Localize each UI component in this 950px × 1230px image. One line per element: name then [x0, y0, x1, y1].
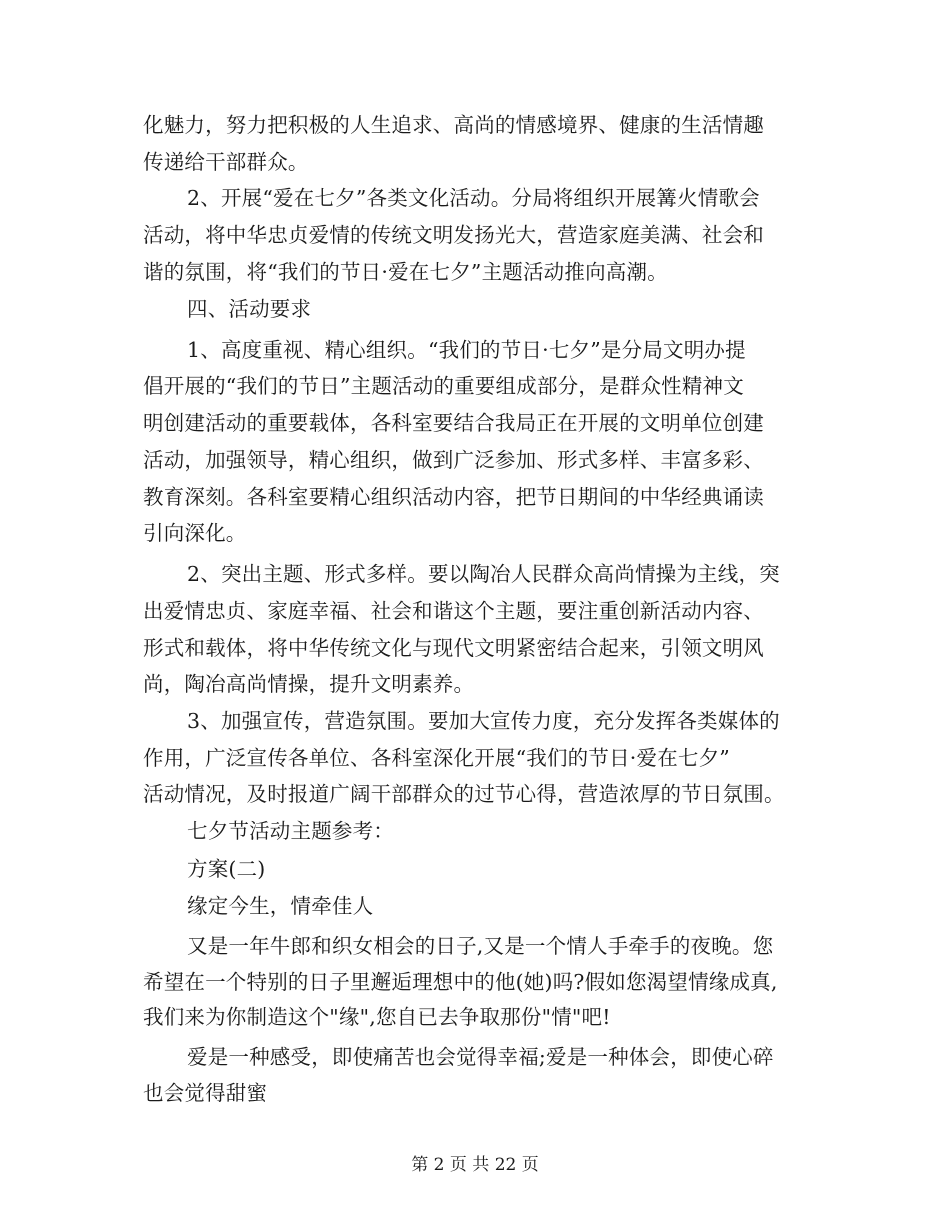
paragraph-line: 3、加强宣传，营造氛围。要加大宣传力度，充分发挥各类媒体的	[187, 709, 780, 733]
body-text-line: 我们来为你制造这个"缘",您自已去争取那份"情"吧!	[143, 1005, 611, 1029]
body-text-line: 作用，广泛宣传各单位、各科室深化开展“我们的节日·爱在七夕”	[143, 746, 730, 770]
section-heading: 四、活动要求	[187, 297, 312, 321]
paragraph-line: 1、高度重视、精心组织。“我们的节日·七夕”是分局文明办提	[187, 338, 746, 362]
body-text-line: 出爱情忠贞、家庭幸福、社会和谐这个主题，要注重创新活动内容、	[143, 599, 764, 623]
body-text-line: 谐的氛围，将“我们的节日·爱在七夕”主题活动推向高潮。	[143, 260, 668, 284]
paragraph-line: 又是一年牛郎和织女相会的日子,又是一个情人手牵手的夜晚。您	[187, 934, 774, 958]
subheading: 缘定今生，情牵佳人	[187, 894, 374, 918]
body-text-line: 形式和载体，将中华传统文化与现代文明紧密结合起来，引领文明风	[143, 636, 764, 660]
page-number-footer: 第 2 页 共 22 页	[411, 1155, 539, 1175]
body-text-line: 活动，将中华忠贞爱情的传统文明发扬光大，营造家庭美满、社会和	[143, 223, 764, 247]
body-text-line: 教育深刻。各科室要精心组织活动内容，把节日期间的中华经典诵读	[143, 485, 764, 509]
body-text-line: 传递给干部群众。	[143, 150, 309, 174]
body-text-line: 引向深化。	[143, 521, 247, 545]
subheading: 方案(二)	[187, 857, 266, 881]
body-text-line: 希望在一个特别的日子里邂逅理想中的他(她)吗?假如您渴望情缘成真,	[143, 970, 778, 994]
paragraph-line: 2、突出主题、形式多样。要以陶冶人民群众高尚情操为主线，突	[187, 562, 780, 586]
body-text-line: 活动情况，及时报道广阔干部群众的过节心得，营造浓厚的节日氛围。	[143, 782, 785, 806]
subheading: 七夕节活动主题参考：	[187, 819, 394, 843]
body-text-line: 尚，陶冶高尚情操，提升文明素养。	[143, 672, 475, 696]
paragraph-line: 爱是一种感受，即使痛苦也会觉得幸福;爱是一种体会，即使心碎	[187, 1045, 774, 1069]
body-text-line: 也会觉得甜蜜	[143, 1081, 268, 1105]
body-text-line: 化魅力，努力把积极的人生追求、高尚的情感境界、健康的生活情趣	[143, 113, 764, 137]
paragraph-line: 2、开展“爱在七夕”各类文化活动。分局将组织开展篝火情歌会	[187, 186, 760, 210]
body-text-line: 明创建活动的重要载体，各科室要结合我局正在开展的文明单位创建	[143, 411, 764, 435]
body-text-line: 倡开展的“我们的节日”主题活动的重要组成部分，是群众性精神文	[143, 374, 744, 398]
body-text-line: 活动，加强领导，精心组织，做到广泛参加、形式多样、丰富多彩、	[143, 448, 764, 472]
